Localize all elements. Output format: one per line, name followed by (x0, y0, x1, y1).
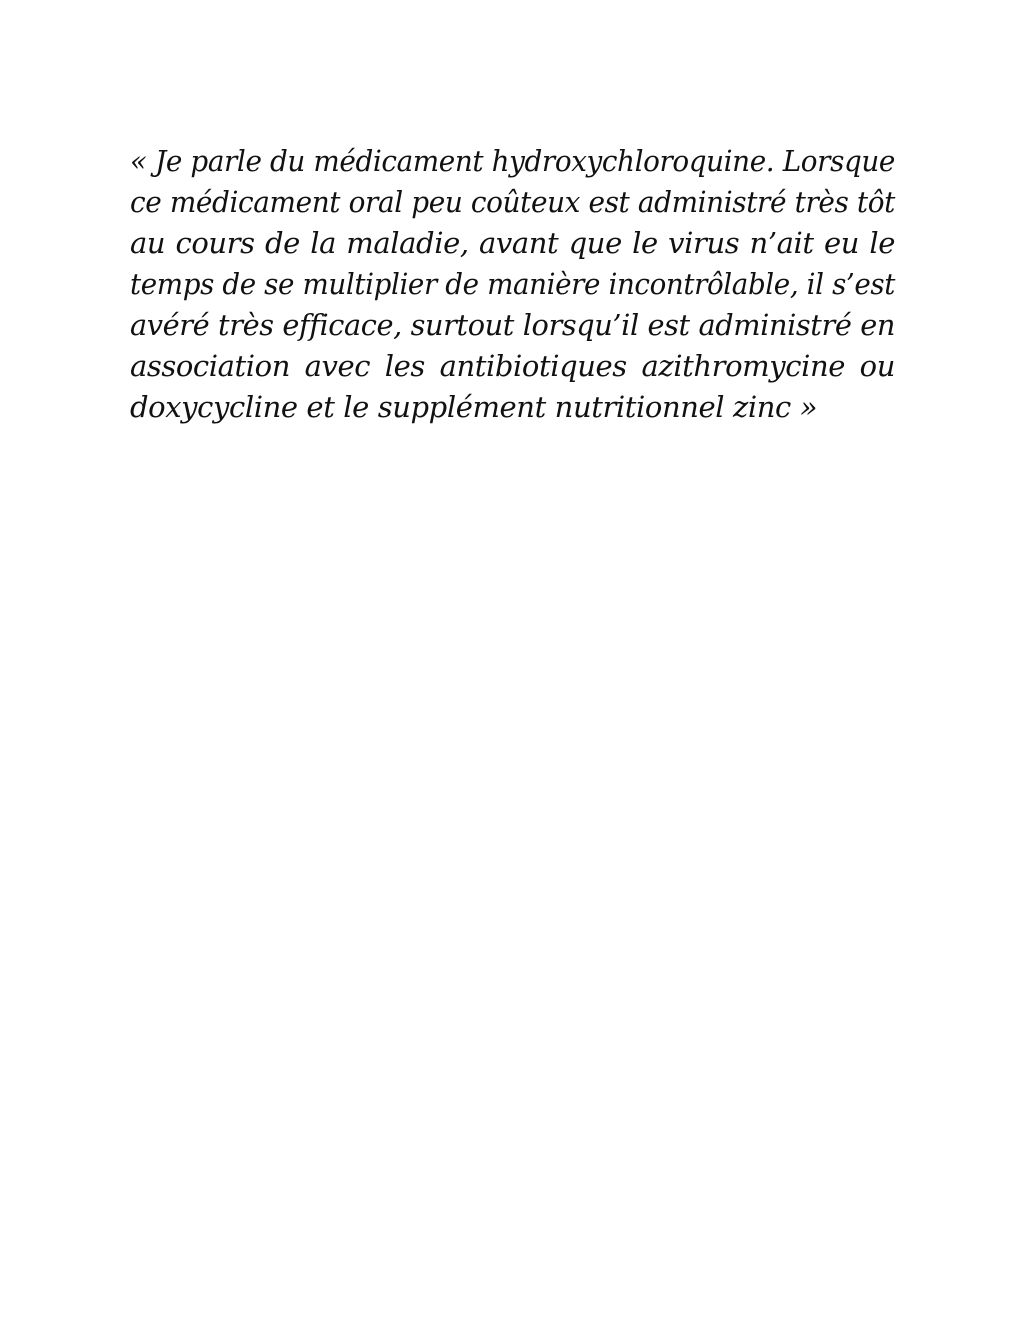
quote-line: avéré très efficace, surtout lorsqu’il est administré en (130, 308, 895, 342)
quote-line: temps de se multiplier de manière incontrôlable, il s’est (130, 267, 895, 301)
quote-paragraph (130, 141, 895, 428)
quote-line: doxycycline et le supplément nutritionnel zinc » (130, 390, 818, 424)
quote-line: « Je parle du médicament hydroxychloroquine. Lorsque (130, 144, 895, 178)
quote-line: au cours de la maladie, avant que le virus n’ait eu le (130, 226, 895, 260)
quote-line: ce médicament oral peu coûteux est administré très tôt (130, 185, 895, 219)
quote-line: association avec les antibiotiques azithromycine ou (130, 349, 895, 383)
